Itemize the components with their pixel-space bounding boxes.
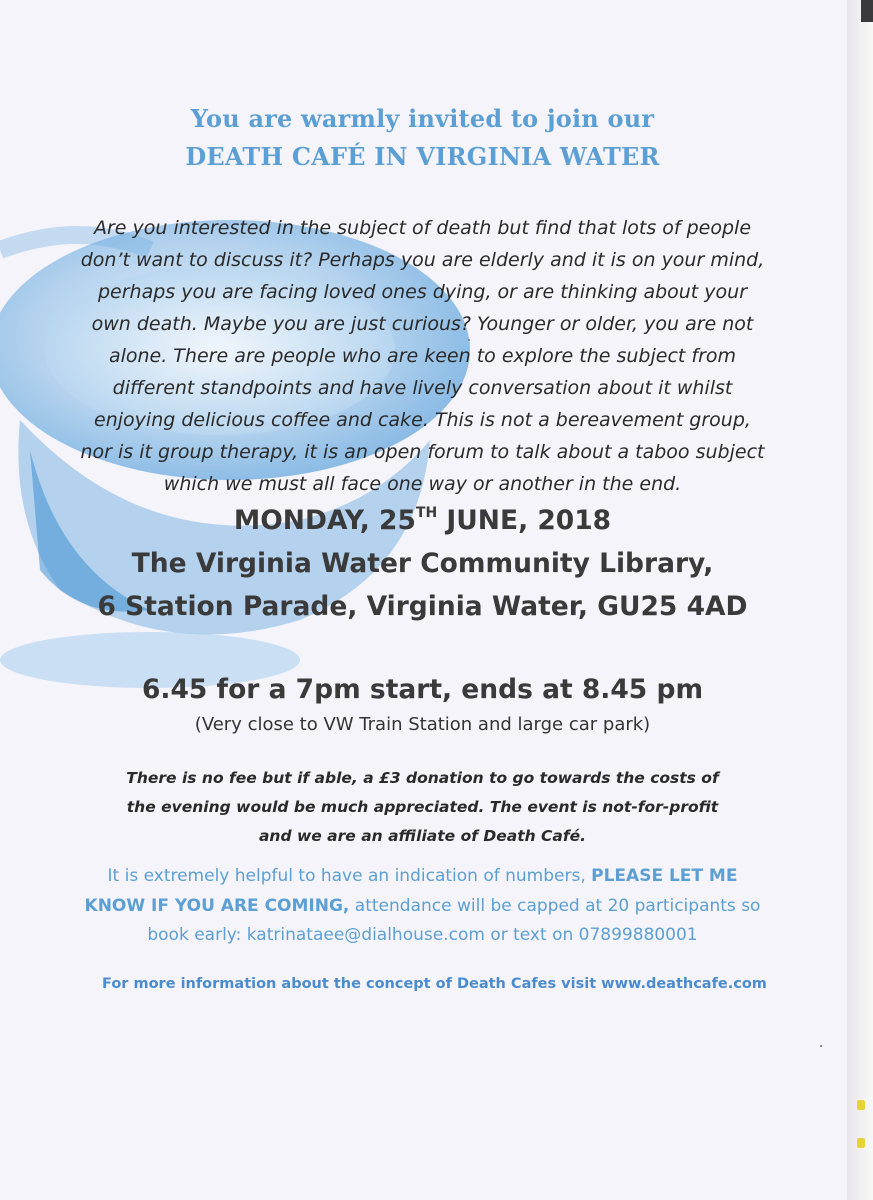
location-note: (Very close to VW Train Station and large car park) [194, 714, 651, 735]
yellow-mark [857, 1100, 865, 1110]
event-date-suffix-ordinal: TH [415, 505, 438, 521]
contact-paragraph [80, 862, 765, 951]
speck [820, 1045, 822, 1047]
yellow-mark [857, 1138, 865, 1148]
event-venue: The Virginia Water Community Library, [131, 548, 714, 579]
heading-line-1: You are warmly invited to join our [190, 104, 655, 133]
heading-line-2: DEATH CAFÉ IN VIRGINIA WATER [185, 142, 660, 171]
fee-note: There is no fee but if able, a £3 donation to go towards the costs of the evening would be much appreciated. The event is not-for-profit and we are an affiliate of Death Café. [126, 769, 719, 845]
scan-corner [861, 0, 873, 22]
page-edge [847, 0, 873, 1200]
event-date [0, 505, 845, 536]
more-info-link-text: For more information about the concept of Death Cafes visit www.deathcafe.com [102, 976, 767, 992]
speck [468, 339, 470, 341]
event-date-rest: JUNE, 2018 [437, 505, 612, 536]
intro-paragraph: Are you interested in the subject of death but find that lots of people don’t want to discuss it? Perhaps you are elderly and it is on your mind, perhaps you are facing loved ones dying, or are thinking about your own death. Maybe you are just curious? Younger or older, you are not alone. There are people who are keen to explore the subject from different standpoints and have lively conversation about it whilst enjoying delicious coffee and cake. This is not a bereavement group, nor is it group therapy, it is an open forum to talk about a taboo subject which we must all face one way or another in the end. [80, 217, 765, 495]
contact-emphasis: PLEASE LET ME KNOW IF YOU ARE COMING, [84, 866, 738, 916]
event-time: 6.45 for a 7pm start, ends at 8.45 pm [141, 674, 704, 705]
event-date-prefix: MONDAY, 25 [233, 505, 416, 536]
contact-text-2: attendance will be capped at 20 participants so book early: katrinataee@dialhouse.com or text on 07899880001 [147, 895, 761, 945]
event-address: 6 Station Parade, Virginia Water, GU25 4AD [97, 591, 748, 622]
contact-text-1: It is extremely helpful to have an indication of numbers, [107, 866, 592, 886]
